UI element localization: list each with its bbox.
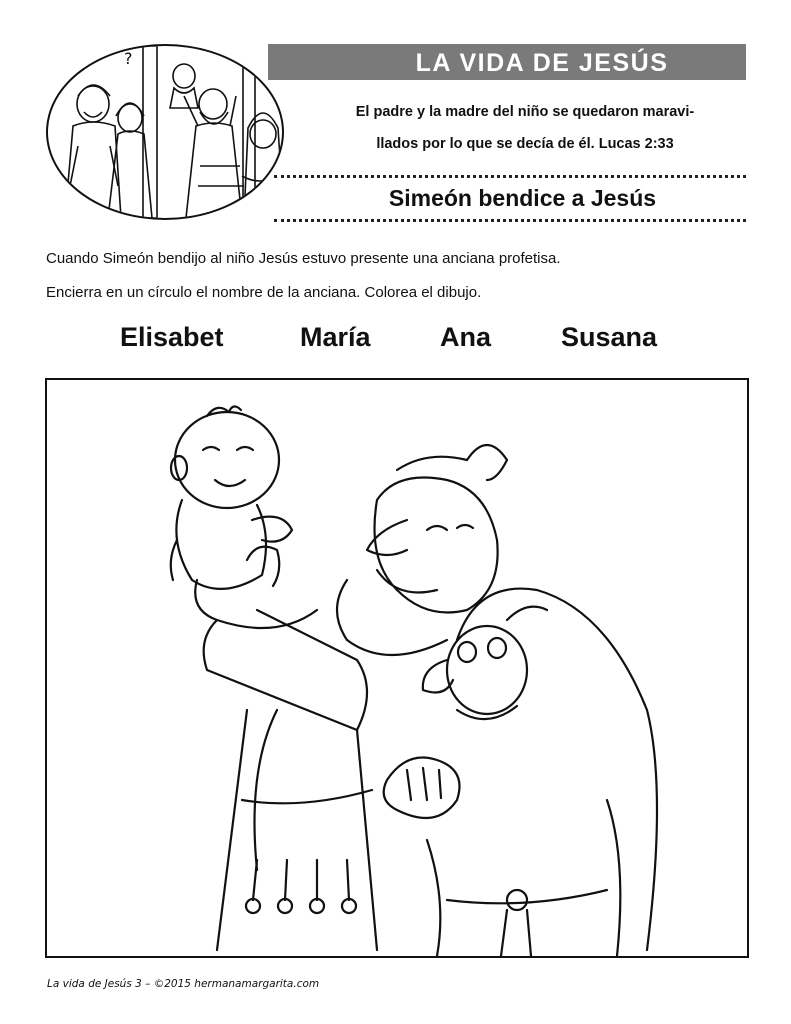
name-option-ana[interactable]: Ana [440,322,492,352]
bible-verse-line-2: llados por lo que se decía de él. Lucas 2:33 [376,136,674,152]
footer-credit: La vida de Jesús 3 – ©2015 hermanamargarita.com [47,978,320,990]
name-option-elisabet[interactable]: Elisabet [120,322,224,352]
name-option-susana[interactable]: Susana [561,322,658,352]
name-options [0,322,791,358]
bible-verse-line-1: El padre y la madre del niño se quedaron maravi- [355,104,695,120]
series-banner [268,44,746,80]
coloring-picture-frame[interactable] [45,378,749,958]
lesson-title: Simeón bendice a Jesús [388,185,657,211]
dotted-divider-top [274,175,746,178]
thumbnail-illustration [46,44,284,220]
instruction-line-2: Encierra en un círculo el nombre de la anciana. Colorea el dibujo. [46,284,482,301]
name-option-maria[interactable]: María [300,322,371,352]
instruction-line-1: Cuando Simeón bendijo al niño Jesús estuvo presente una anciana profetisa. [46,250,561,267]
series-title: LA VIDA DE JESÚS [415,49,669,77]
dotted-divider-bottom [274,219,746,222]
temple-scene-illustration [48,46,282,218]
svg-text:?: ? [124,49,133,68]
coloring-illustration [47,380,747,956]
